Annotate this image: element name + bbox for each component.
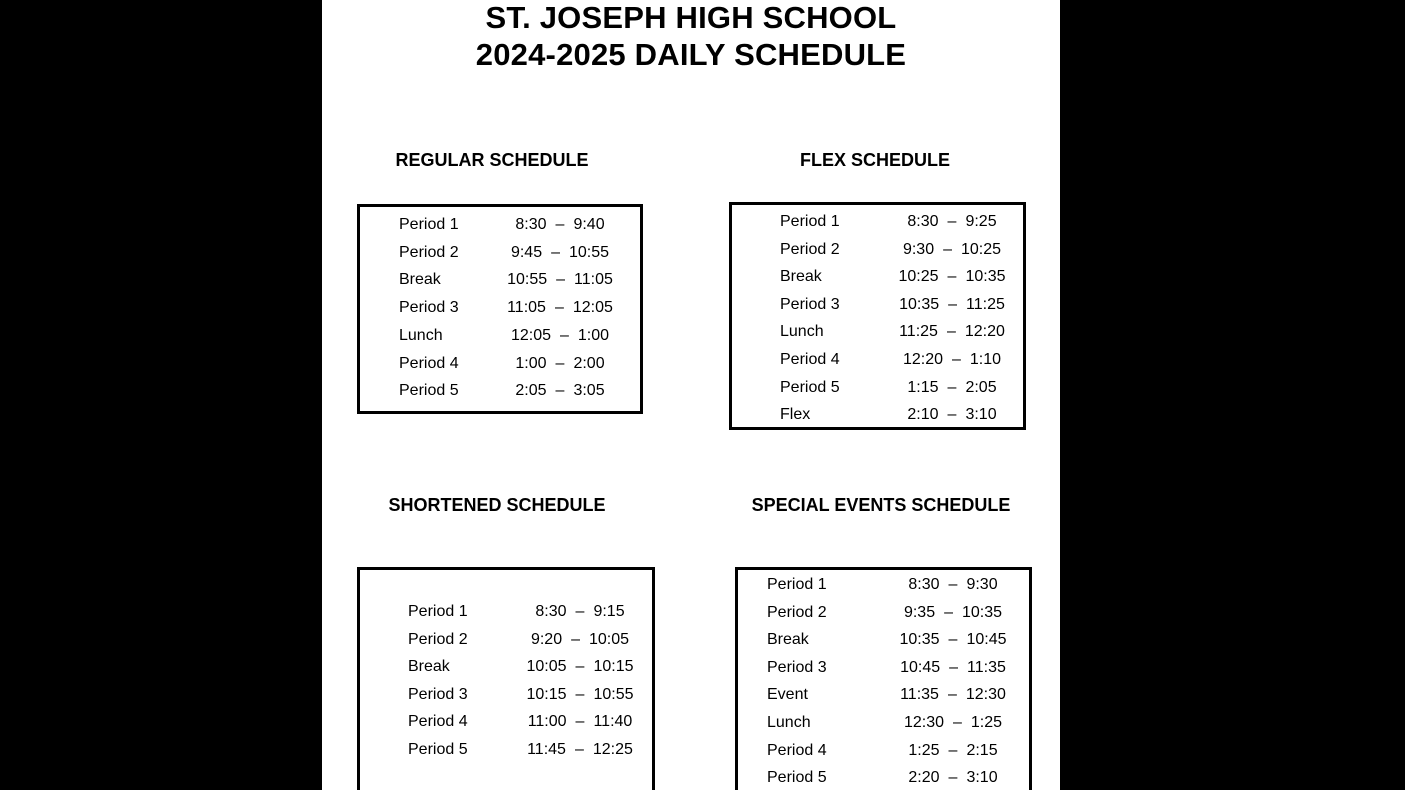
time-range <box>873 712 1033 734</box>
schedule-row <box>738 602 1029 624</box>
start-time: 10:15 <box>526 685 567 703</box>
flex-schedule-table <box>729 202 1026 430</box>
end-time: 12:05 <box>572 299 613 317</box>
schedule-row <box>738 684 1029 706</box>
start-time: 8:30 <box>907 213 939 230</box>
schedule-row <box>738 740 1029 762</box>
time-range <box>490 214 630 236</box>
time-range <box>510 656 650 678</box>
start-time: 9:30 <box>902 240 935 258</box>
schedule-row <box>738 657 1029 679</box>
end-time: 9:25 <box>965 213 997 230</box>
start-time: 2:10 <box>907 406 939 424</box>
time-separator: – <box>944 603 953 621</box>
time-separator: – <box>556 271 566 289</box>
period-label: Period 2 <box>408 630 468 648</box>
end-time: 2:00 <box>573 354 605 372</box>
time-separator: – <box>948 631 958 649</box>
start-time: 8:30 <box>515 216 547 233</box>
end-time: 1:25 <box>970 714 1003 731</box>
schedule-row <box>360 325 640 347</box>
schedule-row <box>360 711 652 733</box>
time-separator: – <box>947 406 957 424</box>
period-label: Period 5 <box>399 382 459 400</box>
period-label: Period 1 <box>767 576 827 593</box>
end-time: 2:05 <box>965 378 997 396</box>
schedule-row <box>738 712 1029 734</box>
start-time: 11:45 <box>527 741 566 758</box>
period-label: Break <box>399 271 441 289</box>
time-separator: – <box>948 576 958 593</box>
schedule-row <box>360 601 652 623</box>
time-range <box>882 377 1022 399</box>
time-separator: – <box>947 213 957 230</box>
period-label: Period 2 <box>780 240 840 258</box>
period-label: Period 5 <box>408 741 468 758</box>
end-time: 1:10 <box>969 351 1002 368</box>
start-time: 2:05 <box>515 382 547 400</box>
period-label: Period 1 <box>780 213 840 230</box>
start-time: 10:25 <box>898 268 939 286</box>
special-events-schedule-heading: SPECIAL EVENTS SCHEDULE <box>751 495 1011 515</box>
schedule-row <box>732 266 1023 288</box>
end-time: 11:35 <box>967 658 1006 676</box>
time-range <box>510 739 650 761</box>
time-separator: – <box>947 378 957 396</box>
schedule-row <box>360 353 640 375</box>
time-range <box>490 353 630 375</box>
schedule-row <box>360 214 640 236</box>
start-time: 8:30 <box>535 603 567 620</box>
end-time: 10:15 <box>593 658 634 676</box>
time-range <box>873 574 1033 596</box>
time-separator: – <box>575 658 585 676</box>
end-time: 3:05 <box>573 382 605 400</box>
period-label: Break <box>767 631 809 649</box>
period-label: Period 5 <box>780 378 840 396</box>
start-time: 1:25 <box>908 741 940 759</box>
document-title-schedule: 2024-2025 DAILY SCHEDULE <box>475 37 907 72</box>
schedule-row <box>360 380 640 402</box>
time-separator: – <box>948 741 958 759</box>
period-label: Lunch <box>780 323 824 341</box>
time-separator: – <box>555 216 565 233</box>
period-label: Period 2 <box>767 603 827 621</box>
end-time: 10:45 <box>966 631 1007 649</box>
time-range <box>873 740 1033 762</box>
end-time: 11:25 <box>966 295 1005 313</box>
start-time: 2:20 <box>908 769 940 787</box>
end-time: 10:05 <box>589 630 630 648</box>
period-label: Flex <box>780 406 811 424</box>
time-range <box>882 294 1022 316</box>
end-time: 3:10 <box>965 406 997 424</box>
schedule-row <box>360 656 652 678</box>
time-range <box>882 321 1022 343</box>
schedule-row <box>732 349 1023 371</box>
time-separator: – <box>948 769 958 787</box>
time-separator: – <box>571 630 580 648</box>
document-title-school: ST. JOSEPH HIGH SCHOOL <box>485 0 897 35</box>
time-range <box>490 242 630 264</box>
regular-schedule-table <box>357 204 643 414</box>
schedule-row <box>732 294 1023 316</box>
schedule-row <box>738 629 1029 651</box>
time-separator: – <box>949 658 959 676</box>
schedule-row <box>360 629 652 651</box>
time-range <box>882 266 1022 288</box>
end-time: 11:40 <box>593 713 633 731</box>
period-label: Lunch <box>399 326 443 344</box>
time-separator: – <box>946 323 956 341</box>
period-label: Period 3 <box>767 658 827 676</box>
time-separator: – <box>551 243 560 261</box>
time-separator: – <box>560 326 569 344</box>
start-time: 9:20 <box>530 630 563 648</box>
schedule-row <box>738 574 1029 596</box>
schedule-row <box>732 321 1023 343</box>
end-time: 10:55 <box>569 243 610 261</box>
start-time: 11:35 <box>900 686 939 704</box>
schedule-row <box>732 211 1023 233</box>
start-time: 1:15 <box>907 378 939 396</box>
start-time: 10:05 <box>526 658 567 676</box>
start-time: 10:35 <box>899 631 940 649</box>
schedule-row <box>360 269 640 291</box>
time-range <box>510 711 650 733</box>
period-label: Break <box>408 658 450 676</box>
flex-schedule-heading: FLEX SCHEDULE <box>799 150 950 170</box>
period-label: Period 4 <box>408 713 468 731</box>
time-range <box>882 239 1022 261</box>
period-label: Period 3 <box>408 685 468 703</box>
time-range <box>490 297 630 319</box>
time-range <box>490 380 630 402</box>
time-separator: – <box>555 382 565 400</box>
time-separator: – <box>947 268 957 286</box>
time-separator: – <box>575 603 585 620</box>
time-range <box>490 325 630 347</box>
start-time: 11:00 <box>527 713 567 731</box>
start-time: 9:35 <box>903 603 936 621</box>
end-time: 2:15 <box>966 741 998 759</box>
time-separator: – <box>947 686 957 704</box>
schedule-row <box>732 239 1023 261</box>
time-separator: – <box>953 714 962 731</box>
schedule-row <box>360 739 652 761</box>
time-range <box>882 349 1022 371</box>
end-time: 12:25 <box>592 741 633 758</box>
start-time: 1:00 <box>515 354 547 372</box>
time-separator: – <box>575 685 585 703</box>
end-time: 12:30 <box>965 686 1006 704</box>
start-time: 10:35 <box>899 295 940 313</box>
schedule-row <box>732 404 1023 426</box>
period-label: Period 2 <box>399 243 459 261</box>
time-separator: – <box>952 351 961 368</box>
schedule-row <box>732 377 1023 399</box>
time-range <box>873 602 1033 624</box>
start-time: 11:25 <box>899 323 938 341</box>
schedule-row <box>360 242 640 264</box>
time-separator: – <box>574 741 584 758</box>
time-range <box>510 684 650 706</box>
shortened-schedule-table <box>357 567 655 790</box>
time-range <box>882 211 1022 233</box>
time-separator: – <box>948 295 958 313</box>
time-range <box>873 767 1033 789</box>
time-range <box>873 684 1033 706</box>
period-label: Period 4 <box>767 741 827 759</box>
end-time: 1:00 <box>577 326 610 344</box>
special-events-schedule-table <box>735 567 1032 790</box>
time-separator: – <box>555 354 565 372</box>
period-label: Period 3 <box>399 299 459 317</box>
start-time: 9:45 <box>510 243 543 261</box>
period-label: Period 1 <box>408 603 468 620</box>
end-time: 11:05 <box>574 271 613 289</box>
time-separator: – <box>943 240 952 258</box>
end-time: 10:55 <box>593 685 634 703</box>
schedule-row <box>738 767 1029 789</box>
period-label: Break <box>780 268 822 286</box>
start-time: 12:20 <box>902 351 943 368</box>
time-range <box>873 629 1033 651</box>
period-label: Period 3 <box>780 295 840 313</box>
period-label: Period 1 <box>399 216 459 233</box>
start-time: 12:05 <box>510 326 551 344</box>
period-label: Period 5 <box>767 769 827 787</box>
period-label: Period 4 <box>780 351 840 368</box>
end-time: 10:35 <box>965 268 1006 286</box>
schedule-document <box>322 0 1060 790</box>
schedule-row <box>360 684 652 706</box>
start-time: 10:55 <box>507 271 548 289</box>
shortened-schedule-heading: SHORTENED SCHEDULE <box>388 495 606 515</box>
start-time: 8:30 <box>908 576 940 593</box>
regular-schedule-heading: REGULAR SCHEDULE <box>395 150 589 170</box>
time-range <box>490 269 630 291</box>
end-time: 10:35 <box>962 603 1003 621</box>
end-time: 12:20 <box>964 323 1005 341</box>
time-range <box>873 657 1033 679</box>
time-separator: – <box>554 299 564 317</box>
time-separator: – <box>575 713 585 731</box>
end-time: 9:15 <box>593 603 625 620</box>
time-range <box>510 629 650 651</box>
start-time: 12:30 <box>903 714 944 731</box>
time-range <box>882 404 1022 426</box>
period-label: Lunch <box>767 714 811 731</box>
start-time: 10:45 <box>900 658 941 676</box>
end-time: 9:30 <box>966 576 998 593</box>
end-time: 10:25 <box>961 240 1002 258</box>
end-time: 3:10 <box>966 769 998 787</box>
time-range <box>510 601 650 623</box>
end-time: 9:40 <box>573 216 605 233</box>
schedule-row <box>360 297 640 319</box>
period-label: Event <box>767 686 808 704</box>
period-label: Period 4 <box>399 354 459 372</box>
start-time: 11:05 <box>507 299 546 317</box>
